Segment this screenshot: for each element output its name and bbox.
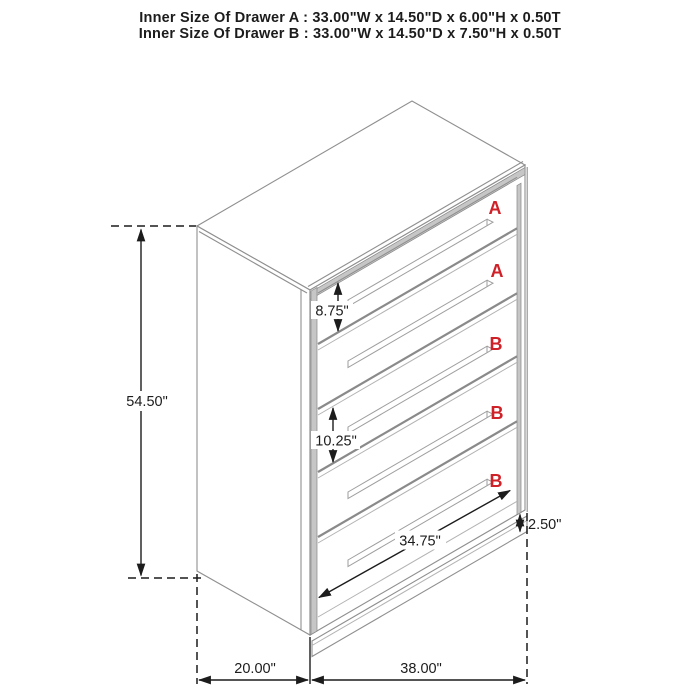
title-inner-size-drawer-b: Inner Size Of Drawer B : 33.00"W x 14.50"D x 7.50"H x 0.50T xyxy=(138,26,562,42)
drawer-1-label: A xyxy=(488,198,502,218)
drawer-4-label: B xyxy=(490,403,504,423)
overall-width-label: 38.00" xyxy=(400,661,442,677)
left-side-face xyxy=(197,226,310,635)
drawer-3-label: B xyxy=(489,334,503,354)
drawer-5-label: B xyxy=(489,471,503,491)
title-inner-size-drawer-a: Inner Size Of Drawer A : 33.00"W x 14.50"D x 6.00"H x 0.50T xyxy=(139,10,561,26)
frame-left-stile xyxy=(311,288,317,635)
base-height-label: 2.50" xyxy=(528,517,562,533)
drawer-b-height-label: 10.25" xyxy=(315,433,357,450)
drawer-2-label: A xyxy=(490,261,504,281)
frame-right-stile xyxy=(517,183,521,515)
drawer-a-height-label: 8.75" xyxy=(315,303,349,320)
overall-height-dimension xyxy=(111,226,203,578)
drawer-width-label: 34.75" xyxy=(399,533,441,550)
overall-height-label: 54.50" xyxy=(126,394,168,410)
overall-depth-label: 20.00" xyxy=(234,661,276,677)
